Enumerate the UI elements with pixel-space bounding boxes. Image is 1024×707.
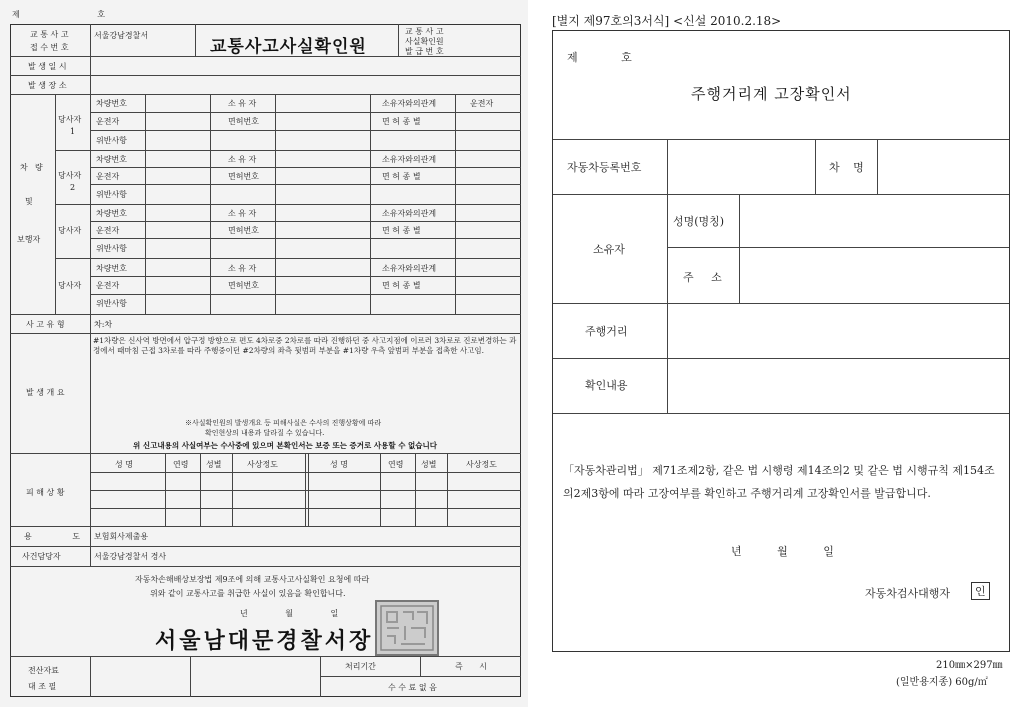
party-4-license-no: 면허번호 <box>228 281 259 290</box>
occur-place-label: 발 생 장 소 <box>28 81 67 90</box>
party-1-driver: 운전자 <box>96 117 120 126</box>
damage-header-5: 연령 <box>388 460 404 469</box>
name-label: 성명(명칭) <box>673 215 725 228</box>
left-date-line: 년 월 일 <box>240 609 339 618</box>
damage-label: 피 해 상 황 <box>26 488 65 497</box>
officer-value: 서울강남경찰서 경사 <box>94 552 167 561</box>
party-1-relation-value: 운전자 <box>470 99 494 108</box>
occur-datetime-label: 발 생 일 시 <box>28 62 67 71</box>
issue-label-1: 교 통 사 고 <box>405 27 444 36</box>
party-3-driver: 운전자 <box>96 226 120 235</box>
mileage-label: 주행거리 <box>585 325 628 338</box>
paper-type: (일반용지종) 60g/㎡ <box>896 677 988 688</box>
accident-type-label: 사 고 유 형 <box>26 320 65 329</box>
officer-label: 사건담당자 <box>22 552 61 561</box>
party-3-relation: 소유자와의관계 <box>382 209 437 218</box>
party-1-violation: 위반사항 <box>96 136 127 145</box>
party-1-car-no: 차량번호 <box>96 99 127 108</box>
damage-header-4: 성 명 <box>330 460 348 469</box>
address-label: 주 소 <box>683 271 722 284</box>
police-station-name: 서울남대문경찰서장 <box>155 629 374 654</box>
owner-label: 소유자 <box>593 243 625 256</box>
right-legal-text: 「자동차관리법」 제71조제2항, 같은 법 시행령 제14조의2 및 같은 법 시행규칙 제154조의2제3항에 따라 고장여부를 확인하고 주행거리계 고장확인서를 발급합니다. <box>563 464 995 500</box>
accident-type-value: 차:차 <box>94 320 113 329</box>
party-4-relation: 소유자와의관계 <box>382 264 437 273</box>
party-1-num: 1 <box>70 127 76 136</box>
party-4-driver: 운전자 <box>96 281 120 290</box>
summary-note-1: ※사실확인원의 발생개요 등 피해사실은 수사의 진행상황에 따라 <box>185 419 382 427</box>
issue-label-3: 발 급 번 호 <box>405 47 444 56</box>
confirm-label: 확인내용 <box>585 379 628 392</box>
right-no-label: 제 호 <box>567 51 632 64</box>
party-2-driver: 운전자 <box>96 172 120 181</box>
party-2-license-no: 면허번호 <box>228 172 259 181</box>
police-seal-pattern <box>377 602 437 654</box>
party-2-label: 당사자 <box>58 171 82 180</box>
party-1-license-no: 면허번호 <box>228 117 259 126</box>
left-no-label: 제 호 <box>12 10 105 19</box>
purpose-label: 용 도 <box>24 532 80 541</box>
party-3-violation: 위반사항 <box>96 244 127 253</box>
bottom-left-2: 대 조 필 <box>28 682 57 691</box>
party-3-car-no: 차량번호 <box>96 209 127 218</box>
accept-label-2: 접 수 번 호 <box>30 43 69 52</box>
left-legal-text-1: 자동차손해배상보장법 제9조에 의해 교통사고사실확인 요청에 따라 <box>135 575 370 584</box>
party-4-violation: 위반사항 <box>96 299 127 308</box>
left-form-title: 교통사고사실확인원 <box>210 37 367 57</box>
party-1-relation: 소유자와의관계 <box>382 99 437 108</box>
damage-header-0: 성 명 <box>115 460 133 469</box>
vehicle-group-label-3: 보행자 <box>17 235 41 244</box>
odometer-failure-certificate <box>552 30 1010 652</box>
party-1-license-type: 면 허 종 별 <box>382 117 421 126</box>
party-3-license-type: 면 허 종 별 <box>382 226 421 235</box>
damage-header-6: 성별 <box>421 460 437 469</box>
processing-value: 즉 시 <box>455 662 487 671</box>
party-3-label: 당사자 <box>58 226 82 235</box>
party-2-violation: 위반사항 <box>96 190 127 199</box>
car-name-label: 차 명 <box>829 161 864 174</box>
damage-header-2: 성별 <box>206 460 222 469</box>
party-2-owner: 소 유 자 <box>228 155 257 164</box>
party-4-owner: 소 유 자 <box>228 264 257 273</box>
vehicle-group-label-1: 량 <box>35 163 43 172</box>
summary-note-2: 확인현상의 내용과 달라질 수 있습니다. <box>205 429 325 437</box>
signer-label: 자동차검사대행자 <box>865 587 951 600</box>
party-1-label: 당사자 <box>58 115 82 124</box>
party-2-license-type: 면 허 종 별 <box>382 172 421 181</box>
processing-label: 처리기간 <box>345 662 376 671</box>
right-form-title: 주행거리계 고장확인서 <box>691 85 852 103</box>
party-1-owner: 소 유 자 <box>228 99 257 108</box>
seal-box: 인 <box>971 582 990 600</box>
issue-label-2: 사실확인원 <box>405 37 444 46</box>
summary-label: 발 생 개 요 <box>26 388 65 397</box>
summary-text: #1차량은 신사역 방면에서 압구정 방향으로 편도 4차로중 2차로를 따라 진행하던 중 사고지점에 이르러 3차로로 진로변경하는 과정에서 때마침 근접 3차로를 따라 주행중이던 #2차량의 좌측 뒷범퍼 부분을 #1차량 우측 앞범퍼 부분을 접촉한 사고임. <box>93 336 517 355</box>
accept-label-1: 교 통 사 고 <box>30 30 69 39</box>
party-2-num: 2 <box>70 183 76 192</box>
bottom-left-1: 전산자료 <box>28 666 59 675</box>
damage-header-7: 사상정도 <box>466 460 497 469</box>
summary-warning: 위 신고내용의 사실여부는 수사중에 있으며 본확인서는 보증 또는 증거로 사용할 수 없습니다 <box>133 441 438 450</box>
police-seal <box>375 600 439 656</box>
paper-size: 210㎜×297㎜ <box>936 660 1003 671</box>
damage-header-3: 사상정도 <box>247 460 278 469</box>
party-2-relation: 소유자와의관계 <box>382 155 437 164</box>
party-3-license-no: 면허번호 <box>228 226 259 235</box>
party-2-car-no: 차량번호 <box>96 155 127 164</box>
right-header-note: [별지 제97호의3서식] <신설 2010.2.18> <box>552 14 782 28</box>
left-legal-text-2: 위와 같이 교통사고를 취급한 사실이 있음을 확인합니다. <box>150 589 346 598</box>
vehicle-group-label-2: 및 <box>25 197 33 206</box>
party-3-owner: 소 유 자 <box>228 209 257 218</box>
party-4-car-no: 차량번호 <box>96 264 127 273</box>
vehicle-group-label-0: 차 <box>20 163 28 172</box>
party-4-label: 당사자 <box>58 281 82 290</box>
accept-value: 서울강남경찰서 <box>94 31 149 40</box>
party-4-license-type: 면 허 종 별 <box>382 281 421 290</box>
damage-header-1: 연령 <box>173 460 189 469</box>
purpose-value: 보험회사제출용 <box>94 532 149 541</box>
right-date-line: 년 월 일 <box>731 545 834 558</box>
fee-label: 수 수 료 없 음 <box>388 683 437 692</box>
reg-no-label: 자동차등록번호 <box>567 161 642 174</box>
